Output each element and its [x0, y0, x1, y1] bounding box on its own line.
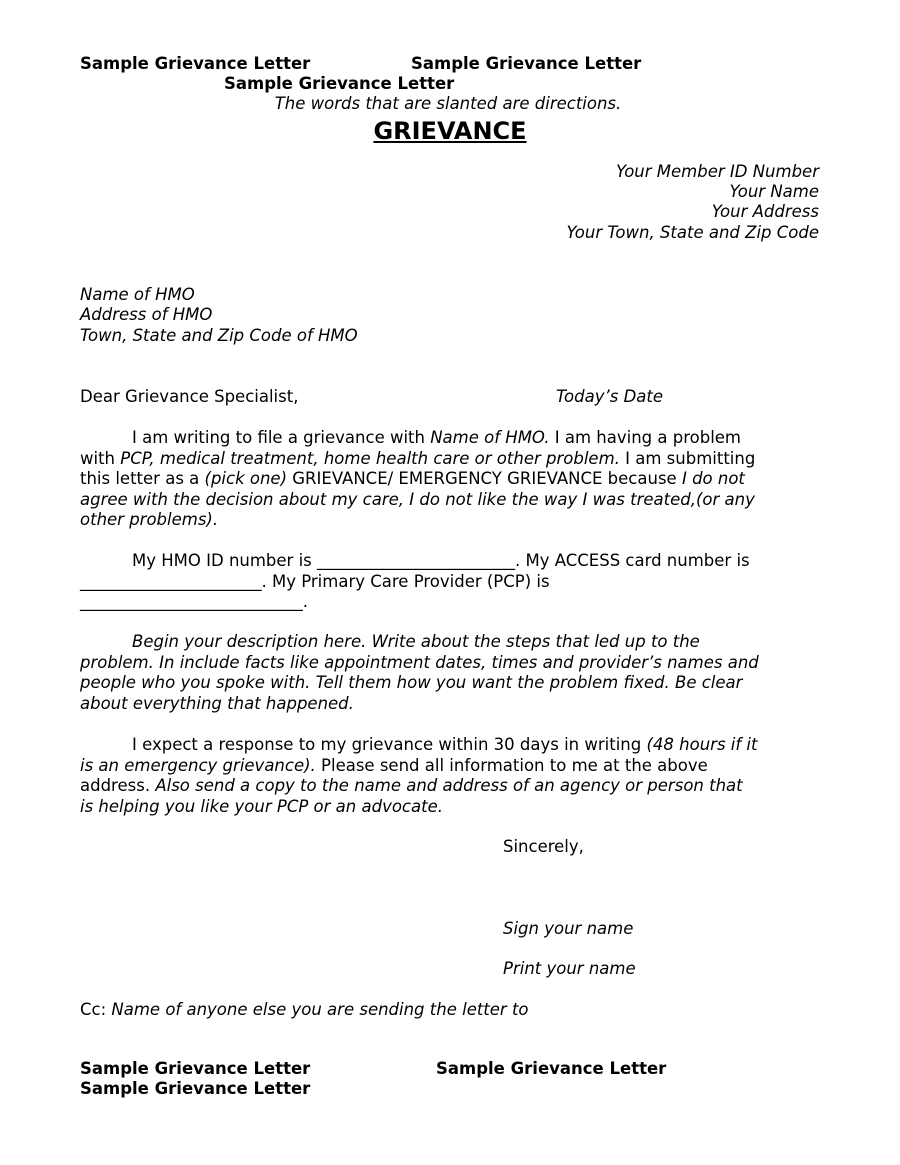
para4-line-2: is an emergency grievance). Please send all information to me at the above	[80, 755, 708, 775]
cc-line: Cc: Name of anyone else you are sending the letter to	[80, 1000, 529, 1019]
para3-line-3: people who you spoke with. Tell them how you want the problem fixed. Be clear	[80, 673, 743, 692]
paragraph-intro	[80, 428, 820, 531]
para1-line-1: I am writing to file a grievance with Name of HMO. I am having a problem	[132, 428, 742, 447]
para2-line-2: ______________________. My Primary Care Provider (PCP) is	[80, 571, 550, 591]
directions-note: The words that are slanted are directions.	[274, 94, 622, 113]
recipient-address: Address of HMO	[80, 305, 213, 324]
para1-line-4: agree with the decision about my care, I do not like the way I was treated,(or any	[80, 489, 755, 509]
para4-line-1: I expect a response to my grievance within 30 days in writing (48 hours if it	[132, 735, 758, 754]
footer-banner-2: Sample Grievance Letter	[436, 1059, 667, 1078]
paragraph-description	[80, 632, 820, 714]
access-card-blank[interactable]: ______________________	[80, 571, 262, 591]
paragraph-ids	[80, 551, 820, 613]
pcp-blank[interactable]: ___________________________	[80, 592, 303, 611]
footer-banner-1: Sample Grievance Letter	[80, 1059, 311, 1078]
para2-line-1: My HMO ID number is ________________________. My ACCESS card number is	[132, 551, 750, 570]
greeting: Dear Grievance Specialist,	[80, 387, 299, 406]
footer-banner-3: Sample Grievance Letter	[80, 1079, 311, 1098]
para2-line-3: ___________________________.	[80, 592, 308, 611]
closing-print: Print your name	[503, 959, 636, 978]
date-field: Today’s Date	[556, 387, 664, 406]
recipient-town: Town, State and Zip Code of HMO	[80, 326, 358, 345]
para3-line-2: problem. In include facts like appointment dates, times and provider’s names and	[80, 652, 759, 672]
header-banner-2: Sample Grievance Letter	[411, 54, 642, 73]
closing-sign: Sign your name	[503, 919, 634, 938]
para1-line-2: with PCP, medical treatment, home health care or other problem. I am submitting	[80, 448, 756, 468]
para3-line-1: Begin your description here. Write about the steps that led up to the	[132, 632, 700, 651]
para1-line-3: this letter as a (pick one) GRIEVANCE/ EMERGENCY GRIEVANCE because I do not	[80, 469, 745, 488]
sender-member-id: Your Member ID Number	[615, 162, 819, 181]
closing-sincerely: Sincerely,	[503, 837, 584, 856]
para4-line-3: address. Also send a copy to the name and address of an agency or person that	[80, 776, 743, 795]
sender-town: Your Town, State and Zip Code	[566, 223, 819, 242]
hmo-id-blank[interactable]: ________________________	[317, 551, 516, 570]
para3-line-4: about everything that happened.	[80, 693, 354, 713]
sender-name: Your Name	[729, 182, 819, 201]
sender-address: Your Address	[711, 202, 819, 221]
para4-line-4: is helping you like your PCP or an advocate.	[80, 796, 443, 816]
para1-line-5: other problems).	[80, 510, 219, 529]
header-banner-3: Sample Grievance Letter	[224, 74, 455, 93]
paragraph-response	[80, 735, 820, 817]
header-banner-1: Sample Grievance Letter	[80, 54, 311, 73]
page-title: GRIEVANCE	[373, 117, 527, 145]
recipient-name: Name of HMO	[80, 285, 195, 304]
